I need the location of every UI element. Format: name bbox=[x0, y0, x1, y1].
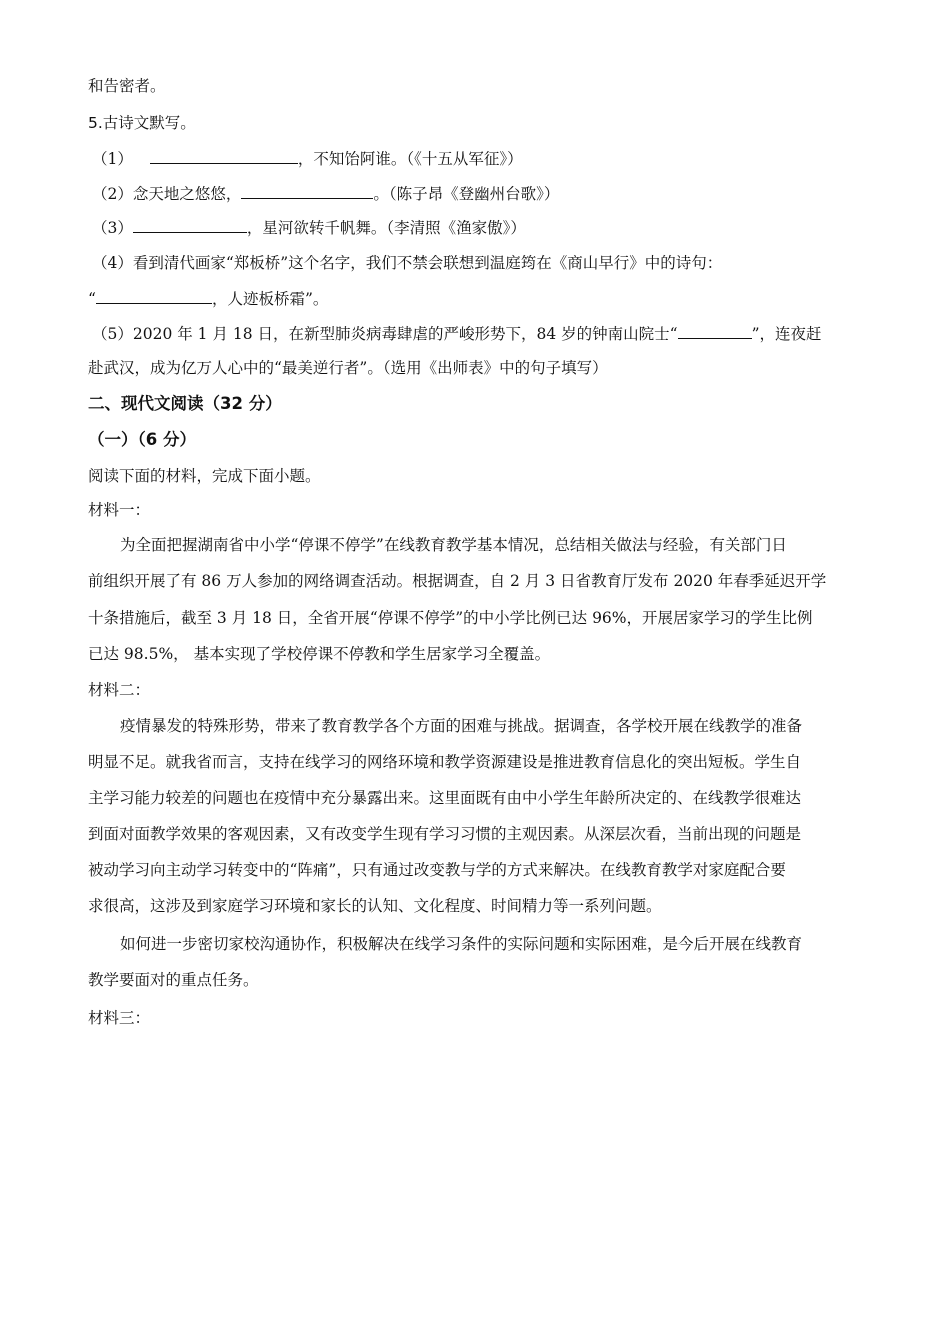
item-text: ，不知饴阿谁。（《十五从军征》） bbox=[297, 150, 523, 168]
item-label: （1） bbox=[92, 150, 133, 168]
poem-item-4-answer bbox=[88, 288, 328, 309]
paragraph-line: 到面对面教学效果的客观因素，又有改变学生现有学习习惯的主观因素。从深层次看，当前出现的问题是 bbox=[88, 825, 802, 843]
paragraph-line: 教学要面对的重点任务。 bbox=[88, 971, 259, 989]
item-text: （5）2020 年 1 月 18 日，在新型肺炎病毒肆虐的严峻形势下，84 岁的钟南山院士“ bbox=[92, 325, 678, 343]
material-label-2: 材料二： bbox=[88, 681, 151, 699]
material-label-3: 材料三： bbox=[88, 1009, 151, 1027]
poem-item-2 bbox=[92, 183, 559, 204]
poem-item-4: （4）看到清代画家“郑板桥”这个名字，我们不禁会联想到温庭筠在《商山早行》中的诗句： bbox=[92, 254, 723, 272]
item-label: （3） bbox=[92, 219, 133, 237]
paragraph-line: 明显不足。就我省而言，支持在线学习的网络环境和教学资源建设是推进教育信息化的突出短板。学生自 bbox=[88, 753, 802, 771]
paragraph-line: 十条措施后，截至 3 月 18 日，全省开展“停课不停学”的中小学比例已达 96%，开展居家学习的学生比例 bbox=[88, 609, 813, 627]
section-heading: 二、现代文阅读（32 分） bbox=[88, 394, 282, 413]
item-text: ，人迹板桥霜”。 bbox=[211, 290, 329, 308]
paragraph-line: 如何进一步密切家校沟通协作，积极解决在线学习条件的实际问题和实际困难，是今后开展在线教育 bbox=[120, 935, 803, 953]
poem-item-1 bbox=[92, 148, 523, 169]
fill-blank-2[interactable] bbox=[241, 183, 373, 199]
poem-item-3 bbox=[92, 217, 526, 238]
poem-item-5 bbox=[92, 323, 822, 344]
item-text: （2）念天地之悠悠， bbox=[92, 185, 242, 203]
item-text: 。（陈子昂《登幽州台歌》） bbox=[373, 185, 560, 203]
paragraph-line: 求很高，这涉及到家庭学习环境和家长的认知、文化程度、时间精力等一系列问题。 bbox=[88, 897, 662, 915]
paragraph-line: 被动学习向主动学习转变中的“阵痛”，只有通过改变教与学的方式来解决。在线教育教学对家庭配合要 bbox=[88, 861, 786, 879]
paragraph-line: 前组织开展了有 86 万人参加的网络调查活动。根据调查，自 2 月 3 日省教育厅发布 2020 年春季延迟开学 bbox=[88, 572, 827, 590]
fill-blank-5[interactable] bbox=[678, 323, 752, 339]
paragraph-line: 已达 98.5%， 基本实现了学校停课不停教和学生居家学习全覆盖。 bbox=[88, 645, 551, 663]
paragraph-line: 主学习能力较差的问题也在疫情中充分暴露出来。这里面既有由中小学生年龄所决定的、在线教学很难达 bbox=[88, 789, 802, 807]
item-text: ”，连夜赶 bbox=[751, 325, 822, 343]
text-line: 赴武汉，成为亿万人心中的“最美逆行者”。（选用《出师表》中的句子填写） bbox=[88, 359, 608, 377]
question-5-title: 5.古诗文默写。 bbox=[88, 114, 196, 132]
fill-blank-4[interactable] bbox=[96, 288, 212, 304]
fill-blank-3[interactable] bbox=[133, 217, 247, 233]
fill-blank-1[interactable] bbox=[150, 148, 298, 164]
instruction-text: 阅读下面的材料，完成下面小题。 bbox=[88, 467, 321, 485]
item-text: ，星河欲转千帆舞。（李清照《渔家傲》） bbox=[246, 219, 526, 237]
quote-mark: “ bbox=[88, 290, 96, 308]
paragraph-line: 为全面把握湖南省中小学“停课不停学”在线教育教学基本情况，总结相关做法与经验，有关部门日 bbox=[120, 536, 787, 554]
text-line: 和告密者。 bbox=[88, 77, 166, 95]
subsection-heading: （一）（6 分） bbox=[88, 430, 196, 449]
material-label-1: 材料一： bbox=[88, 501, 151, 519]
paragraph-line: 疫情暴发的特殊形势，带来了教育教学各个方面的困难与挑战。据调查，各学校开展在线教学的准备 bbox=[120, 717, 803, 735]
